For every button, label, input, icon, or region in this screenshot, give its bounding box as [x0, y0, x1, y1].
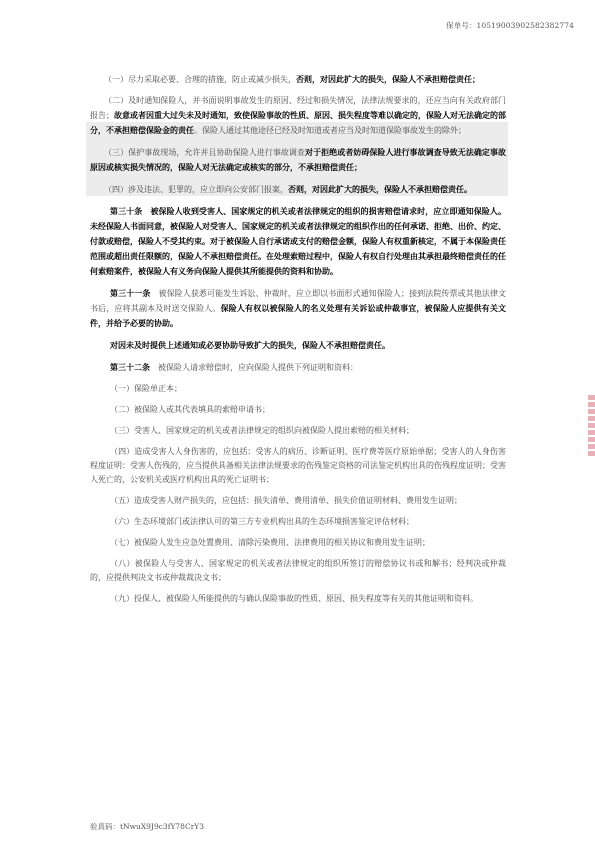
clause-32 [90, 360, 506, 375]
paragraph-7 [90, 338, 506, 353]
list-item-text: （八）被保险人与受害人、国家规定的机关或者法律规定的组织所签订的赔偿协议书或和解书；经判决或仲裁的，应提供判决文书或仲裁裁决文书； [90, 559, 506, 582]
clause-30-text: 被保险人收到受害人、国家规定的机关或者法律规定的组织的损害赔偿请求时，应立即通知保险人。未经保险人书面同意，被保险人对受害人、国家规定的机关或者法律规定的组织作出的任何承诺、拒绝、出价、约定、付款或赔偿，保险人不受其约束。对于被保险人自行承诺或支付的赔偿金额，保险人有权重新核定，不属于本保险责任范围或超出责任限额的，保险人不承担赔偿责任。在处理索赔过程中，保险人有权自行处理由其承担最终赔偿责任的任何索赔案件，被保险人有义务向保险人提供其所能提供的资料和协助。 [90, 206, 507, 276]
p4-text: （四）涉及违法、犯罪的，应立即向公安部门报案， [104, 185, 288, 194]
list-item-7 [90, 536, 506, 550]
clause-31-bold: 保险人有权以被保险人的名义处理有关诉讼或仲裁事宜，被保险人应提供有关文件，并给予必要的协助。 [90, 303, 506, 328]
document-body [90, 72, 506, 613]
list-item-1 [90, 382, 506, 396]
list-item-text: （九）投保人、被保险人所能提供的与确认保险事故的性质、原因、损失程度等有关的其他证明和资料。 [110, 594, 478, 603]
clause-30 [90, 204, 506, 279]
clause-32-number: 第三十二条 [110, 362, 150, 372]
list-item-text: （七）被保险人发生应急处置费用、清除污染费用、法律费用的相关协议和费用发生证明； [110, 538, 430, 547]
paragraph-3 [90, 145, 506, 175]
list-item-text: （一）保险单正本； [110, 384, 182, 393]
p2-tail: 。保险人通过其他途径已经及时知道或者应当及时知道保险事故发生的除外； [194, 126, 466, 135]
p1-bold: 否则，对因此扩大的损失，保险人不承担赔偿责任； [296, 74, 480, 84]
list-item-text: （五）造成受害人财产损失的，应包括：损失清单、费用清单、损失价值证明材料、费用发生证明； [110, 496, 462, 505]
list-item-5 [90, 494, 506, 508]
list-item-4 [90, 445, 506, 487]
list-item-text: （二）被保险人或其代表填具的索赔申请书； [110, 405, 270, 414]
list-item-9 [90, 592, 506, 606]
list-item-text: （三）受害人、国家规定的机关或者法律规定的组织向被保险人提出索赔的相关材料； [110, 426, 414, 435]
paragraph-2 [90, 94, 506, 138]
p2-text: （二）及时通知保险人，并书面说明事故发生的原因、经过和损失情况，法律法规要求的，还应当向有关政府部门报告； [90, 96, 506, 120]
list-item-text: （六）生态环境部门或法律认可的第三方专业机构出具的生态环境损害鉴定评估材料； [110, 517, 414, 526]
verification-code: 验真码：tNwuX9J9c3fY78CrY3 [90, 822, 205, 831]
clause-31 [90, 286, 506, 331]
p2-bold: 故意或者因重大过失未及时通知，致使保险事故的性质、原因、损失程度等难以确定的，保险人对无法确定的部分，不承担赔偿保险金的责任 [90, 110, 506, 135]
p1-text: （一）尽力采取必要、合理的措施，防止或减少损失， [104, 75, 296, 84]
paragraph-4 [90, 182, 506, 197]
list-item-3 [90, 424, 506, 438]
p7-bold: 对因未及时提供上述通知或必要协助导致扩大的损失，保险人不承担赔偿责任。 [110, 340, 390, 350]
list-item-8 [90, 557, 506, 585]
list-item-6 [90, 515, 506, 529]
policy-number: 保单号：10519003902582382774 [446, 21, 574, 30]
p3-text: （三）保护事故现场，允许并且协助保险人进行事故调查 [104, 148, 306, 157]
list-item-2 [90, 403, 506, 417]
clause-32-text: 被保险人请求赔偿时，应向保险人提供下列证明和资料： [158, 363, 358, 372]
p4-bold: 否则，对因此扩大的损失，保险人不承担赔偿责任。 [288, 184, 472, 194]
paragraph-1 [90, 72, 506, 87]
clause-31-text: 被保险人获悉可能发生诉讼、仲裁时，应立即以书面形式通知保险人；接到法院传票或其他法律文书后，应将其副本及时送交保险人。 [90, 289, 507, 313]
p3-bold: 对于拒绝或者妨碍保险人进行事故调查导致无法确定事故原因或核实损失情况的，保险人对无法确定或核实的部分，不承担赔偿责任； [90, 147, 507, 172]
list-item-text: （四）造成受害人人身伤害的，应包括：受害人的病历、诊断证明、医疗费等医疗原始单据；受害人的人身伤害程度证明：受害人伤残的，应当提供具备相关法律法规要求的伤残鉴定资格的司法鉴定机构出具的伤残程度证明；受害人死亡的，公安机关或医疗机构出具的死亡证明书； [90, 447, 506, 484]
seal-stamp-edge [588, 395, 595, 457]
clause-31-number: 第三十一条 [110, 288, 151, 298]
clause-30-number: 第三十条 [110, 206, 143, 216]
